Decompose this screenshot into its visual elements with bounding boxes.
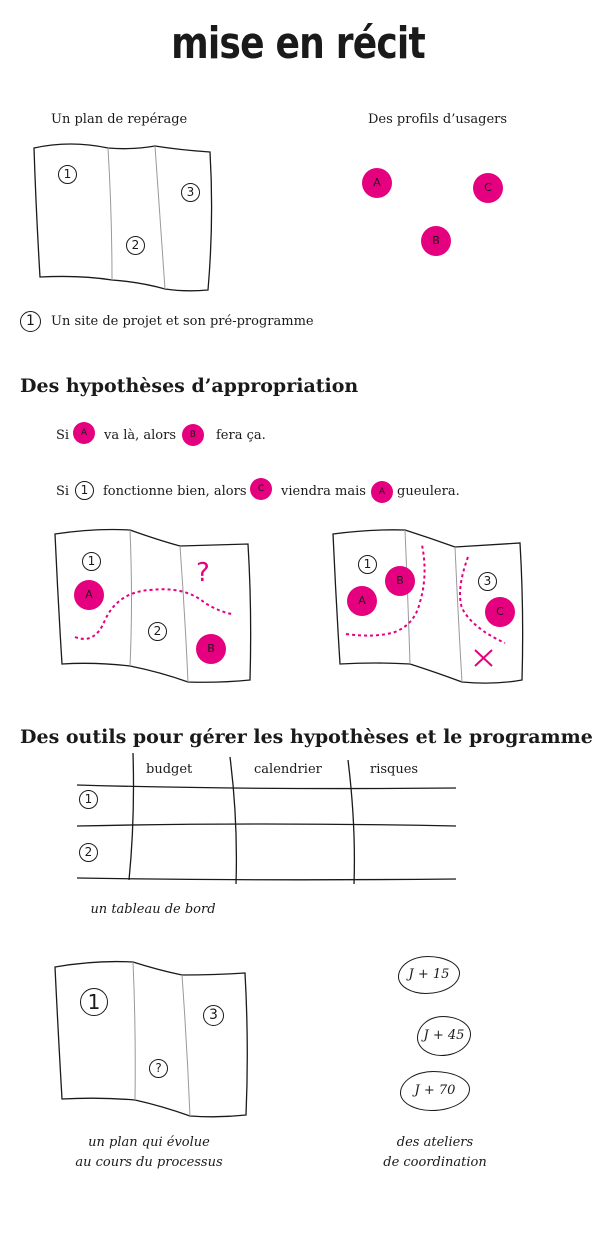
row-marker-2: 2 — [79, 843, 98, 862]
line2-dot-c: C — [250, 478, 272, 500]
plan-marker-1-large: 1 — [80, 988, 108, 1016]
scenario1-dot-a: A — [74, 580, 104, 610]
line1-si: Si — [56, 428, 70, 443]
workshops-caption-2: de coordination — [383, 1155, 487, 1170]
scenario2-dot-b: B — [385, 566, 415, 596]
line2-mid: fonctionne bien, alors — [103, 484, 247, 499]
legend-text: Un site de projet et son pré-programme — [51, 314, 314, 329]
scenario2-dot-a: A — [347, 586, 377, 616]
workshops-caption-1: des ateliers — [396, 1135, 474, 1150]
map-marker-2: 2 — [126, 236, 145, 255]
scenario2-marker-1: 1 — [358, 555, 377, 574]
scenario1-dot-b: B — [196, 634, 226, 664]
line2-marker-1: 1 — [75, 481, 94, 500]
profile-b: B — [421, 226, 451, 256]
scenario1-marker-2: 2 — [148, 622, 167, 641]
profile-c: C — [473, 173, 503, 203]
workshop-j70: J + 70 — [400, 1071, 470, 1111]
line2-dot-a: A — [371, 481, 393, 503]
map-marker-1: 1 — [58, 165, 77, 184]
scenario2-marker-3: 3 — [478, 572, 497, 591]
scenario1-marker-1: 1 — [82, 552, 101, 571]
line1-end: fera ça. — [216, 428, 266, 443]
heading-tools: Des outils pour gérer les hypothèses et le programme — [20, 726, 593, 748]
scenario2-dot-c: C — [485, 597, 515, 627]
column-budget: budget — [146, 762, 193, 777]
plan-marker-3: 3 — [203, 1005, 224, 1026]
plan-caption-1: un plan qui évolue — [88, 1135, 210, 1150]
question-mark-icon: ? — [196, 558, 210, 588]
workshop-j45: J + 45 — [417, 1016, 471, 1056]
legend-marker: 1 — [20, 311, 41, 332]
column-risques: risques — [370, 762, 419, 777]
line1-mid: va là, alors — [104, 428, 177, 443]
plan-caption-2: au cours du processus — [75, 1155, 223, 1170]
workshop-j15: J + 15 — [398, 956, 460, 994]
line1-dot-b: B — [182, 424, 204, 446]
table-caption: un tableau de bord — [90, 902, 216, 917]
map-marker-3: 3 — [181, 183, 200, 202]
line1-dot-a: A — [73, 422, 95, 444]
line2-mid2: viendra mais — [281, 484, 366, 499]
heading-hypotheses: Des hypothèses d’appropriation — [20, 375, 359, 397]
profiles-label: Des profils d’usagers — [368, 112, 508, 127]
profile-a: A — [362, 168, 392, 198]
page-title: mise en récit — [171, 18, 425, 69]
plan-marker-question: ? — [149, 1059, 168, 1078]
plan-label: Un plan de repérage — [51, 112, 188, 127]
column-calendrier: calendrier — [254, 762, 322, 777]
line2-end: gueulera. — [397, 484, 460, 499]
line2-si: Si — [56, 484, 70, 499]
row-marker-1: 1 — [79, 790, 98, 809]
